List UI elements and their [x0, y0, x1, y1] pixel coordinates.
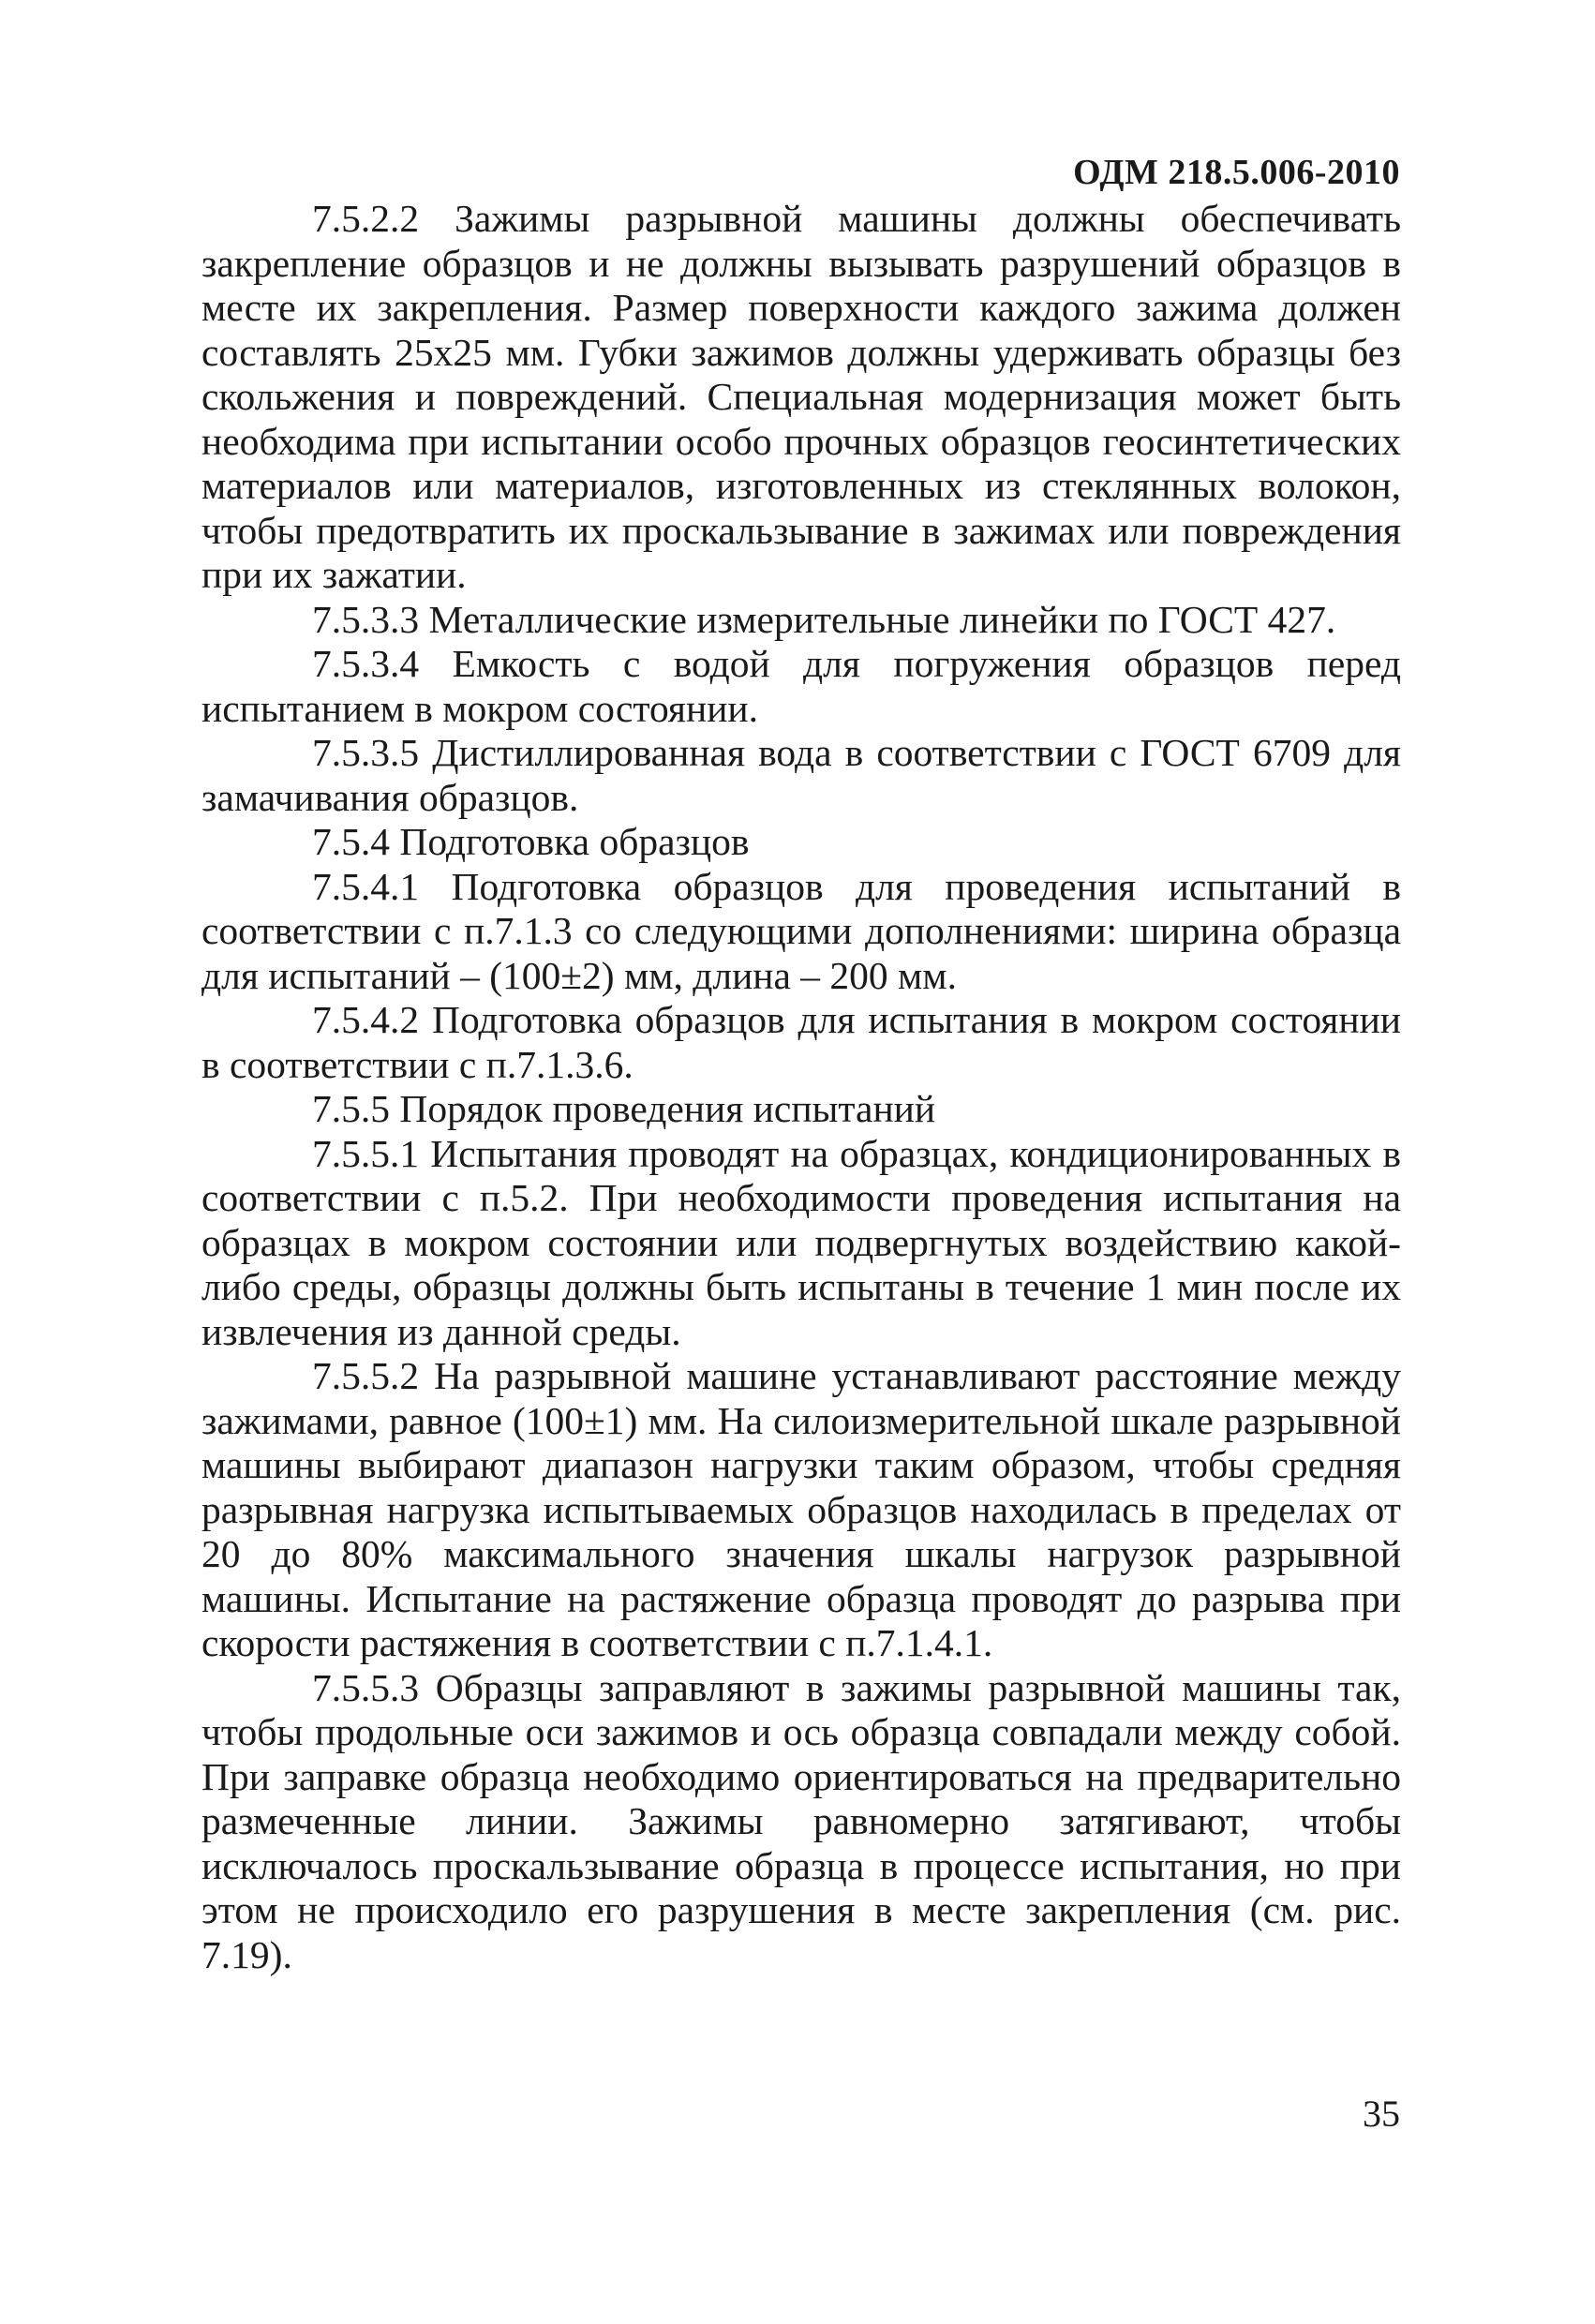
document-code-header: ОДМ 218.5.006-2010 — [1073, 153, 1400, 192]
paragraph-7-5-5-3: 7.5.5.3 Образцы заправляют в зажимы разрывной машины так, чтобы продольные оси зажимов и ось образца совпадали между собой. При заправке образца необходимо ориентироваться на предварительно размеченные линии. Зажимы равномерно затягивают, чтобы исключалось проскальзывание образца в процессе испытания, но при этом не происходило его разрушения в месте закрепления (см. рис. 7.19). — [201, 1665, 1401, 1976]
paragraph-7-5-3-5: 7.5.3.5 Дистиллированная вода в соответствии с ГОСТ 6709 для замачивания образцов. — [201, 731, 1401, 819]
paragraph-7-5-3-3: 7.5.3.3 Металлические измерительные линейки по ГОСТ 427. — [312, 597, 1336, 641]
paragraph-7-5-4-1: 7.5.4.1 Подготовка образцов для проведения испытаний в соответствии с п.7.1.3 со следующими дополнениями: ширина образца для испытаний – (100±2) мм, длина – 200 мм. — [201, 864, 1401, 997]
section-heading-7-5-5: 7.5.5 Порядок проведения испытаний — [312, 1087, 936, 1130]
section-heading-7-5-4: 7.5.4 Подготовка образцов — [312, 820, 750, 863]
paragraph-7-5-5-2: 7.5.5.2 На разрывной машине устанавливают расстояние между зажимами, равное (100±1) мм. На силоизмерительной шкале разрывной машины выбирают диапазон нагрузки таким образом, чтобы средняя разрывная нагрузка испытываемых образцов находилась в пределах от 20 до 80% максимального значения шкалы нагрузок разрывной машины. Испытание на растяжение образца проводят до разрыва при скорости растяжения в соответствии с п.7.1.4.1. — [201, 1354, 1401, 1664]
paragraph-7-5-2-2: 7.5.2.2 Зажимы разрывной машины должны обеспечивать закрепление образцов и не должны вызывать разрушений образцов в месте их закрепления. Размер поверхности каждого зажима должен составлять 25x25 мм. Губки зажимов должны удерживать образцы без скольжения и повреждений. Специальная модернизация может быть необходима при испытании особо прочных образцов геосинтетических материалов или материалов, изготовленных из стеклянных волокон, чтобы предотвратить их проскальзывание в зажимах или повреждения при их зажатии. — [201, 197, 1401, 596]
body-text — [201, 197, 1401, 1977]
paragraph-7-5-5-1: 7.5.5.1 Испытания проводят на образцах, кондиционированных в соответствии с п.5.2. При необходимости проведения испытания на образцах в мокром состоянии или подвергнутых воздействию какой-либо среды, образцы должны быть испытаны в течение 1 мин после их извлечения из данной среды. — [201, 1131, 1401, 1353]
paragraph-7-5-4-2: 7.5.4.2 Подготовка образцов для испытания в мокром состоянии в соответствии с п.7.1.3.6. — [201, 998, 1401, 1086]
paragraph-7-5-3-4: 7.5.3.4 Емкость с водой для погружения образцов перед испытанием в мокром состоянии. — [201, 642, 1401, 730]
page-number: 35 — [1363, 2093, 1400, 2135]
